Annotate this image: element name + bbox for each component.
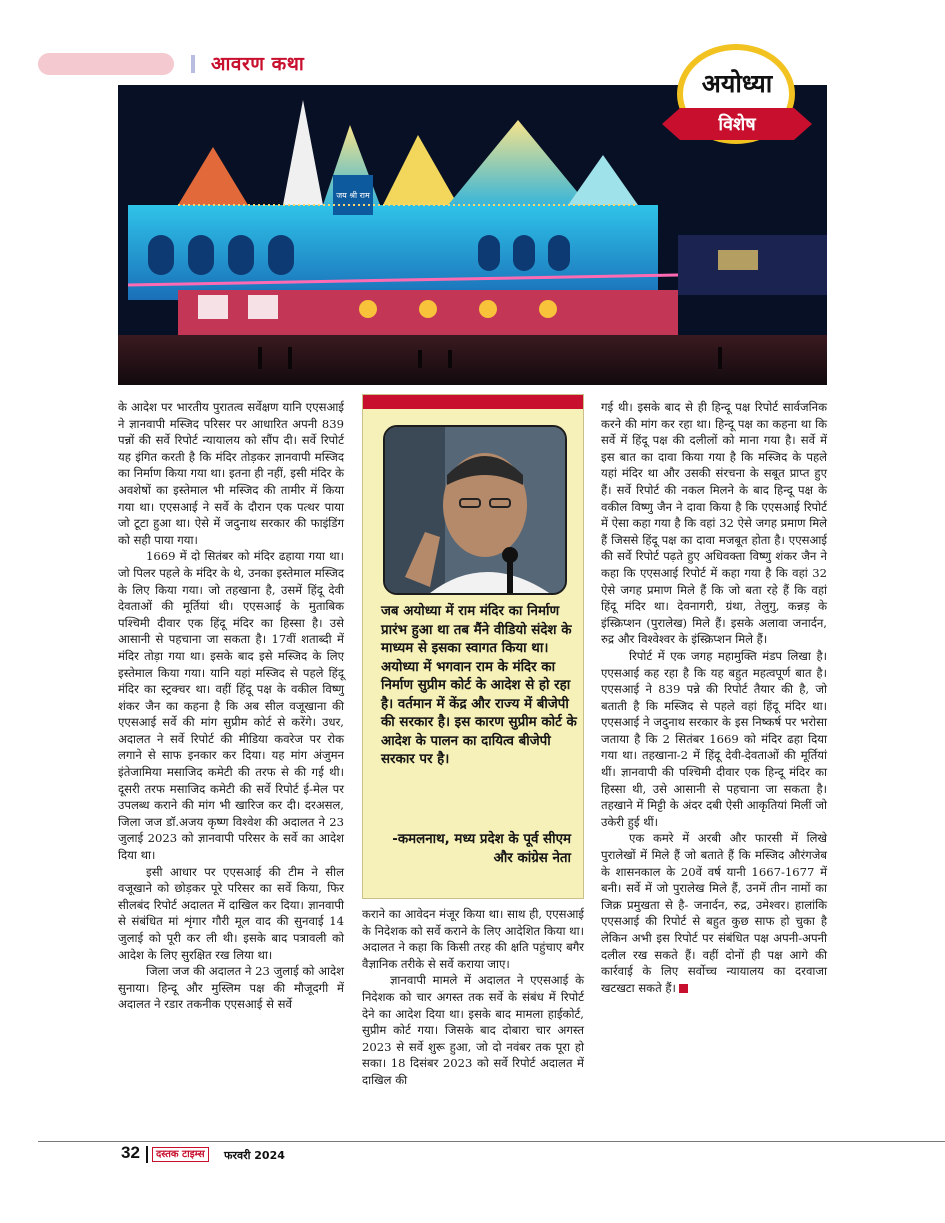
temple-sign: जय श्री राम <box>336 191 370 200</box>
article-paragraph: गई थी। इसके बाद से ही हिन्दू पक्ष रिपोर्ट सार्वजनिक करने की मांग कर रहा था। हिन्दू पक्ष का कहना था कि सर्वे में हिंदू पक्ष की दलीलों को माना गया है। सर्वे में इस बात का दावा किया गया है कि मस्जिद के पहले यहां मंदिर था और उसकी संरचना के सबूत प्राप्त हुए हैं। सर्वे रिपोर्ट की नकल मिलने के बाद हिन्दू पक्ष के वकील विष्णु जैन ने दावा किया है कि एएसआई रिपोर्ट में ऐसा कहा गया है कि वहां 32 ऐसे जगह प्रमाण मिले हैं जिससे हिंदू पक्ष का दावा मजबूत होता है। एएसआई की सर्वे रिपोर्ट पढ़ते हुए अधिवक्ता विष्णु शंकर जैन ने कहा कि एएसआई रिपोर्ट में कहा गया है कि वहां 32 ऐसे जगह प्रमाण मिले हैं कि जो बता रहे हैं कि वहां हिंदू मंदिर था। देवनागरी, ग्रंथा, तेलुगु, कन्नड़ के इंस्क्रिप्शन (पुरालेख) मिले हैं। इसके अलावा जनार्दन, रुद्र और विश्वेश्वर के इंस्क्रिप्शन मिले हैं। <box>601 400 827 647</box>
footer-separator <box>146 1146 148 1163</box>
page-number: 32 <box>121 1143 140 1162</box>
article-paragraph: रिपोर्ट में एक जगह महामुक्ति मंडप लिखा है। एएसआई कह रहा है कि यह बहुत महत्वपूर्ण बात है। एएसआई ने 839 पन्ने की रिपोर्ट तैयार की है, जो बताती है कि मस्जिद से पहले वहां हिंदू मंदिर था। एएसआई ने जदुनाथ सरकार के इस निष्कर्ष पर भरोसा जताया है कि 2 सितंबर 1669 को मंदिर ढहा दिया गया था। तहखाना-2 में हिंदू देवी-देवताओं की मूर्तियां थीं। ज्ञानवापी की पश्चिमी दीवार एक हिन्दू मंदिर का हिस्सा थी, उसे आसानी से पहचाना जा सकता है। तहखाने में मिट्टी के अंदर दबी ऐसी आकृतियां मिलीं जो उकेरी हुई थीं। <box>601 648 827 829</box>
footer-rule <box>38 1141 945 1142</box>
speaker-photo <box>383 425 567 595</box>
article-paragraph: के आदेश पर भारतीय पुरातत्व सर्वेक्षण यानि एएसआई ने ज्ञानवापी मस्जिद परिसर पर आधारित अपनी 839 पन्नों की सर्वे रिपोर्ट न्यायालय को सौंप दी। सर्वे रिपोर्ट यह इंगित करती है कि मंदिर तोड़कर ज्ञानवापी मस्जिद का निर्माण किया गया था। इतना ही नहीं, इसी मंदिर के अवशेषों का इस्तेमाल भी मस्जिद की तामीर में किया गया था। एएसआई ने सर्वे के दौरान एक पत्थर पाया जो टूटा हुआ था। ऐसे में जदुनाथ सरकार की फाइंडिंग को सही पाया गया। <box>118 400 344 547</box>
ayodhya-special-badge <box>662 44 812 154</box>
article-paragraph <box>601 830 827 996</box>
quote-author: -कमलनाथ, मध्य प्रदेश के पूर्व सीएम और कांग्रेस नेता <box>392 832 571 866</box>
article-paragraph: 1669 में दो सितंबर को मंदिर ढहाया गया था। जो पिलर पहले के मंदिर के थे, उनका इस्तेमाल मस्जिद के लिए किया गया। जो तहखाना है, उसमें हिंदू देवी देवताओं की मूर्तियां थी। एएसआई के मुताबिक पश्चिमी दीवार एक हिंदू मंदिर का हिस्सा है। उसे आसानी से पहचाना जा सकता है। 17वीं शताब्दी में मंदिर तोड़ा गया था। इसके बाद इसे मस्जिद के लिए इस्तेमाल किया गया। यानि यहां मस्जिद से पहले हिंदू मंदिर का स्ट्रक्चर था। वहीं हिंदू पक्ष के वकील विष्णु शंकर जैन का कहना है कि अब सील वजूखाना की एएसआई सर्वे की मांग सुप्रीम कोर्ट से करेंगे। उधर, अदालत ने सर्वे रिपोर्ट की मीडिया कवरेज पर रोक लगाने से साफ इनकार कर दिया। यह मांग अंजुमन इंतेजामिया मसाजिद कमेटी की तरफ से की गई थी। दूसरी तरफ मसाजिद कमेटी की सर्वे रिपोर्ट ई-मेल पर उपलब्ध कराने की मांग भी खारिज कर दी। दरअसल, जिला जज डॉ.अजय कृष्ण विश्वेश की अदालत ने 23 जुलाई 2023 को ज्ञानवापी परिसर के सर्वे का आदेश दिया था। <box>118 549 344 863</box>
quote-box-strip <box>363 395 583 409</box>
header-decor-pill <box>38 53 174 75</box>
quote-text: जब अयोध्या में राम मंदिर का निर्माण प्रारंभ हुआ था तब मैंने वीडियो संदेश के माध्यम से इसका स्वागत किया था। अयोध्या में भगवान राम के मंदिर का निर्माण सुप्रीम कोर्ट के आदेश से हो रहा है। वर्तमान में केंद्र और राज्य में बीजेपी की सरकार है। इस कारण सुप्रीम कोर्ट के आदेश के पालन का दायित्व बीजेपी सरकार पर है। <box>381 604 577 767</box>
header-divider <box>191 55 195 73</box>
article-column-middle <box>362 906 584 1089</box>
quote-box <box>362 394 584 899</box>
article-column-right <box>601 399 827 996</box>
article-paragraph: इसी आधार पर एएसआई की टीम ने सील वजूखाने को छोड़कर पूरे परिसर का सर्वे किया, फिर सीलबंद रिपोर्ट अदालत में दाखिल कर दिया। ज्ञानवापी से संबंधित मां शृंगार गौरी मूल वाद की सुनवाई 14 जुलाई को पूरी कर ली थी। इसके बाद पत्रावली को आदेश के लिए सुरक्षित रख लिया था। <box>118 864 344 962</box>
section-title: आवरण कथा <box>211 53 305 75</box>
article-paragraph: कराने का आवेदन मंजूर किया था। साथ ही, एएसआई के निदेशक को सर्वे कराने के लिए आदेशित किया था। अदालत ने कहा कि किसी तरह की क्षति पहुंचाए बगैर वैज्ञानिक तरीके से सर्वे कराया जाए। <box>362 907 584 971</box>
badge-title: अयोध्या <box>701 69 773 98</box>
issue-date: फरवरी 2024 <box>224 1149 285 1162</box>
badge-subtitle: विशेष <box>718 114 756 135</box>
end-of-article-mark <box>679 984 688 993</box>
article-paragraph-text: एक कमरे में अरबी और फारसी में लिखे पुरालेखों में मिले हैं जो बताते हैं कि मस्जिद औरंगजेब के शासनकाल के 20वें वर्ष यानी 1667-1677 में बनी। सर्वे में जो पुरालेख मिले हैं, उनमें तीन नामों का जिक्र प्रमुखता से है- जनार्दन, रुद्र, उमेश्वर। हालांकि एएसआई की रिपोर्ट से बहुत कुछ साफ हो चुका है लेकिन अभी इस रिपोर्ट पर संबंधित पक्ष अपनी-अपनी दलील रख सकते हैं। वहीं दोनों ही पक्ष आगे की कार्रवाई के लिए सर्वोच्च न्यायालय का दरवाजा खटखटा सकते हैं। <box>601 831 827 995</box>
article-column-left <box>118 399 344 1013</box>
speaker-portrait <box>385 427 567 595</box>
magazine-logo: दस्तक टाइम्स <box>152 1147 209 1162</box>
article-paragraph: ज्ञानवापी मामले में अदालत ने एएसआई के निदेशक को चार अगस्त तक सर्वे के संबंध में रिपोर्ट देने का आदेश दिया था। इसके बाद मामला हाईकोर्ट, सुप्रीम कोर्ट गया। जिसके बाद दोबारा चार अगस्त 2023 से सर्वे शुरू हुआ, जो दो नवंबर तक पूरा हो सका। 18 दिसंबर 2023 को सर्वे रिपोर्ट अदालत में दाखिल की <box>362 973 584 1087</box>
article-paragraph: जिला जज की अदालत ने 23 जुलाई को आदेश सुनाया। हिन्दू और मुस्लिम पक्ष की मौजूदगी में अदालत ने रडार तकनीक एएसआई से सर्वे <box>118 964 344 1012</box>
